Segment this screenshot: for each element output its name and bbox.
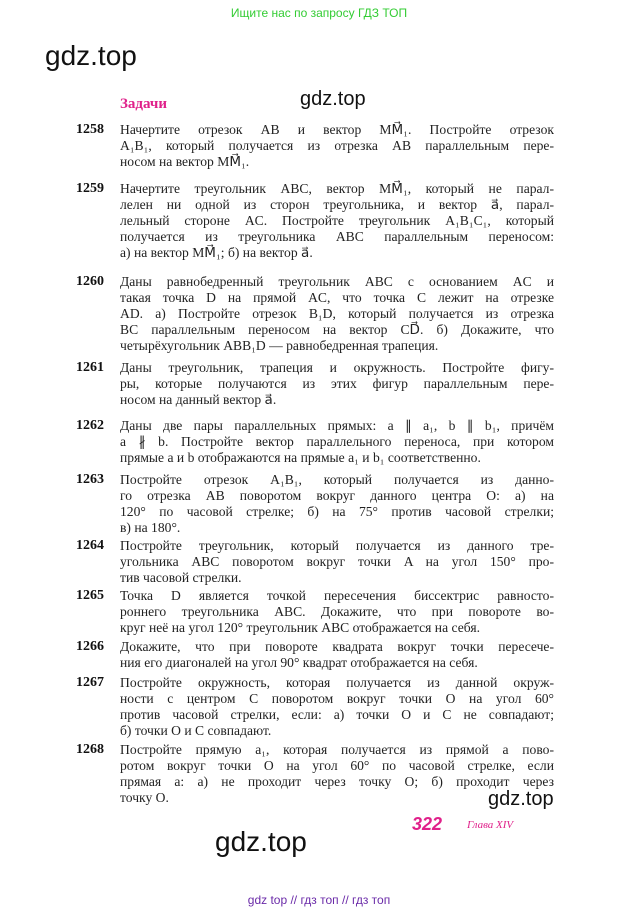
text-line: Даны две пары параллельных прямых: a ∥ a₁, b ∥ b₁, причём — [120, 418, 554, 433]
problem-text — [120, 472, 554, 536]
search-banner: Ищите нас по запросу ГДЗ ТОП — [230, 6, 408, 20]
text-line: б) точки O и C совпадают. — [120, 723, 272, 738]
footer-links: gdz top // гдз топ // гдз топ — [247, 893, 391, 907]
problem-number: 1265 — [76, 588, 104, 603]
text-line: а) на вектор MM⃗₁; б) на вектор a⃗. — [120, 245, 313, 260]
text-line: носом на вектор MM⃗₁. — [120, 154, 250, 169]
text-line: ности с центром C поворотом вокруг точки O на угол 60° — [120, 691, 554, 706]
text-line: ния его диагоналей на угол 90° квадрат отображается на себя. — [120, 655, 478, 670]
text-line: Начертите отрезок AB и вектор MM⃗₁. Постройте отрезок — [120, 122, 554, 137]
text-line: лельный стороне AC. Постройте треугольник A₁B₁C₁, который — [120, 213, 554, 228]
text-line: получается из треугольника ABC параллельным переносом: — [120, 229, 554, 244]
text-line: носом на данный вектор a⃗. — [120, 392, 277, 407]
watermark: gdz.top — [45, 40, 137, 71]
watermark: gdz.top — [300, 88, 366, 110]
text-line: Даны равнобедренный треугольник ABC с основанием AC и — [120, 274, 554, 289]
text-line: четырёхугольник ABB₁D — равнобедренная трапеция. — [120, 338, 439, 353]
problem-text — [120, 418, 554, 466]
problem-number: 1263 — [76, 472, 104, 487]
section-title: Задачи — [120, 96, 168, 112]
problem-number: 1259 — [76, 181, 104, 196]
text-line: го отрезка AB поворотом вокруг данного центра O: а) на — [120, 488, 554, 503]
text-line: Постройте окружность, которая получается из данной окруж- — [120, 675, 554, 690]
text-line: Точка D является точкой пересечения биссектрис равносто- — [120, 588, 554, 603]
text-line: тив часовой стрелки. — [120, 570, 242, 585]
problem-number: 1266 — [76, 639, 104, 654]
text-line: роннего треугольника ABC. Докажите, что при повороте во- — [120, 604, 554, 619]
text-line: Даны треугольник, трапеция и окружность. Постройте фигу- — [120, 360, 554, 375]
text-line: Постройте отрезок A₁B₁, который получается из данно- — [120, 472, 554, 487]
text-line: круг неё на угол 120° треугольник ABC отображается на себя. — [120, 620, 480, 635]
watermark: gdz.top — [488, 788, 554, 810]
problem-text — [120, 181, 554, 261]
text-line: угольника ABC поворотом вокруг точки A на угол 150° про- — [120, 554, 554, 569]
problem-number: 1261 — [76, 360, 104, 375]
chapter-label: Глава XIV — [467, 819, 514, 831]
text-line: в) на 180°. — [120, 520, 181, 535]
text-line: Докажите, что при повороте квадрата вокруг точки пересече- — [120, 639, 554, 654]
problem-number: 1260 — [76, 274, 104, 289]
problem-number: 1264 — [76, 538, 104, 553]
text-line: AD. а) Постройте отрезок B₁D, который получается из отрезка — [120, 306, 554, 321]
text-line: Начертите треугольник ABC, вектор MM⃗₁, который не парал- — [120, 181, 554, 196]
text-line: прямая a: а) не проходит через точку O; б) проходит через — [120, 774, 554, 789]
text-line: a ∦ b. Постройте вектор параллельного переноса, при котором — [120, 434, 554, 449]
watermark: gdz.top — [215, 826, 307, 857]
problem-number: 1258 — [76, 122, 104, 137]
text-line: лелен ни одной из сторон треугольника, и вектор a⃗, парал- — [120, 197, 554, 212]
problem-number: 1262 — [76, 418, 104, 433]
page-number: 322 — [412, 814, 443, 834]
problem-text — [120, 122, 554, 170]
text-line: BC параллельным переносом на вектор CD⃗. б) Докажите, что — [120, 322, 554, 337]
problem-number: 1268 — [76, 742, 104, 757]
text-line: Постройте прямую a₁, которая получается из прямой a пово- — [120, 742, 554, 757]
problem-text — [120, 274, 554, 354]
text-line: 120° по часовой стрелке; б) на 75° против часовой стрелки; — [120, 504, 554, 519]
text-line: такая точка D на прямой AC, что точка C лежит на отрезке — [120, 290, 554, 305]
text-line: ры, которые получаются из этих фигур параллельным пере- — [120, 376, 554, 391]
text-line: против часовой стрелки, если: а) точки O и C не совпадают; — [120, 707, 554, 722]
problem-text — [120, 675, 554, 739]
problem-number: 1267 — [76, 675, 104, 690]
text-line: Постройте треугольник, который получается из данного тре- — [120, 538, 554, 553]
text-line: прямые a и b отображаются на прямые a₁ и b₁ соответственно. — [120, 450, 481, 465]
text-line: ротом вокруг точки O на угол 60° по часовой стрелке, если — [120, 758, 554, 773]
text-line: A₁B₁, который получается из отрезка AB параллельным пере- — [120, 138, 554, 153]
problem-text — [120, 588, 554, 636]
problem-text — [120, 360, 554, 408]
problem-text — [120, 538, 554, 586]
text-line: точку O. — [120, 790, 169, 805]
problem-text — [120, 639, 554, 671]
